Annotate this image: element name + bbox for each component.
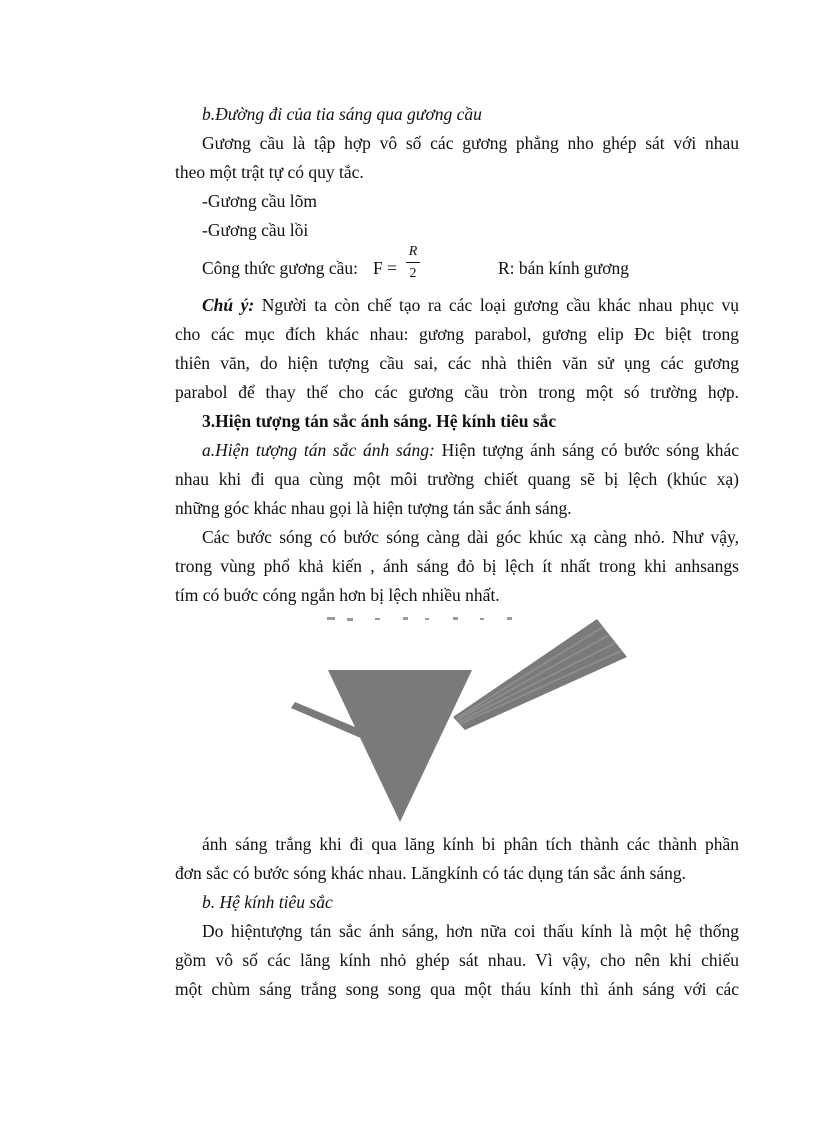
achromat-line: gồm vô số các lăng kính nhỏ ghép sát nhau. Vì vậy, cho nên khi chiếu xyxy=(175,950,739,970)
after-figure-line: ánh sáng trắng khi đi qua lăng kính bi phân tích thành các thành phần xyxy=(202,834,739,854)
after-figure-line: đơn sắc có bước sóng khác nhau. Lăngkính có tác dụng tán sắc ánh sáng. xyxy=(175,863,687,883)
formula-fraction xyxy=(406,244,420,282)
dispersion-text: Hiện tượng ánh sáng có bước sóng khác xyxy=(441,440,740,460)
section-b-title: b.Đường đi của tia sáng qua gương cầu xyxy=(202,104,482,124)
paragraph-line: Gương cầu là tập hợp vô số các gương phẳng nho ghép sát với nhau xyxy=(202,133,739,153)
wavelength-line: Các bước sóng có bước sóng càng dài góc khúc xạ càng nhỏ. Như vậy, xyxy=(202,527,739,547)
fraction-bar xyxy=(406,262,420,263)
prism-dispersion-figure xyxy=(285,605,635,830)
prism-triangle xyxy=(328,670,472,822)
achromat-line: Do hiệntượng tán sắc ánh sáng, hơn nữa coi thấu kính là một hệ thống xyxy=(202,921,739,941)
note-line: thiên văn, do hiện tượng cầu sai, các nhà thiên văn sử ụng các gương xyxy=(175,353,739,373)
faint-text-artifact xyxy=(327,617,512,621)
formula-note: R: bán kính gương xyxy=(498,258,630,278)
dispersion-line: nhau khi đi qua cùng một môi trường chiết quang sẽ bị lệch (khúc xạ) xyxy=(175,469,739,489)
formula-denominator: 2 xyxy=(409,266,417,281)
section-3-title: 3.Hiện tượng tán sắc ánh sáng. Hệ kính tiêu sắc xyxy=(202,411,557,431)
paragraph-line: theo một trật tự có quy tắc. xyxy=(175,162,364,182)
note-line xyxy=(202,294,739,316)
dispersion-label: a.Hiện tượng tán sắc ánh sáng: xyxy=(202,440,435,460)
note-text: Người ta còn chế tạo ra các loại gương cầu khác nhau phục vụ xyxy=(261,295,739,315)
formula-numerator: R xyxy=(408,244,418,259)
wavelength-line: tím có buớc cóng ngắn hơn bị lệch nhiều nhất. xyxy=(175,585,500,605)
note-line: parabol để thay thế cho các gương cầu tròn trong một só trường hợp. xyxy=(175,382,739,402)
achromat-line: một chùm sáng trắng song song qua một tháu kính thì ánh sáng với các xyxy=(175,979,739,999)
note-label: Chú ý: xyxy=(202,295,255,315)
formula-label: Công thức gương cầu: xyxy=(202,258,359,278)
wavelength-line: trong vùng phổ khả kiến , ánh sáng đỏ bị lệch ít nhất trong khi anhsangs xyxy=(175,556,739,576)
formula-lhs: F = xyxy=(373,258,397,278)
dispersion-line xyxy=(202,439,739,461)
dispersion-line: những góc khác nhau gọi là hiện tượng tán sắc ánh sáng. xyxy=(175,498,572,518)
list-item-convex: -Gương cầu lồi xyxy=(202,220,309,240)
note-line: cho các mục đích khác nhau: gương parabol, gương elip Đc biệt trong xyxy=(175,324,739,344)
list-item-concave: -Gương cầu lõm xyxy=(202,191,317,211)
section-b2-title: b. Hệ kính tiêu sắc xyxy=(202,892,333,912)
